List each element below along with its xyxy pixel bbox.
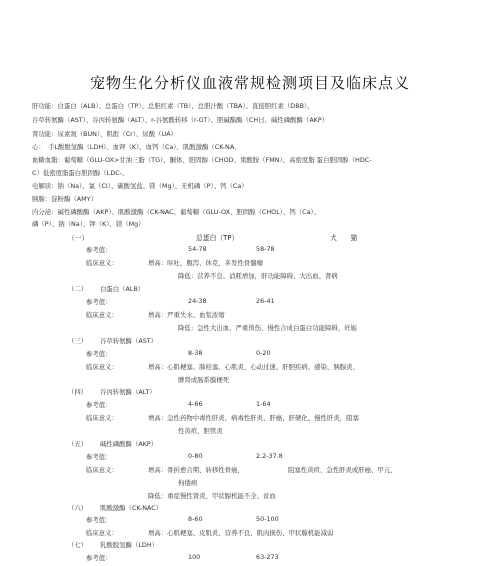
- intro-line-8: 胰腺：淀粉酶（AMY）: [32, 195, 97, 203]
- ref-value-cat-3: 0-20: [256, 349, 271, 357]
- section-5-number: （五）: [68, 440, 88, 448]
- ref-value-dog-4: 4-66: [188, 400, 203, 408]
- ref-label-5: 参考值：: [86, 453, 112, 461]
- intro-line-6: C）低密度脂蛋白胆固醇（LDC-、: [32, 169, 129, 177]
- section-3-number: （三）: [68, 337, 88, 345]
- clinical-increase-4: 增高：急性药物中毒性肝炎、病毒性肝炎、肝癌、肝硬化、慢性肝炎，阻塞: [148, 414, 359, 422]
- section-5-name: 碱性磷酸酶（AKP）: [100, 440, 158, 448]
- ref-value-dog-7: 100: [188, 553, 201, 561]
- clinical-increase-3: 增高：心肌梗塞、肺栓塞、心肌炎、心动过速、肝胆疾病、感染、胰腺炎、: [148, 363, 359, 371]
- ref-label-2: 参考值：: [86, 298, 112, 306]
- clinical-decrease-5: 降低：重症慢性肾炎、甲状腺机能不全、贫血: [148, 492, 276, 500]
- section-7-number: （七）: [68, 541, 88, 549]
- intro-line-9: 内分泌：碱性磷酸酶（AKP）、肌酸激酶（CK-NAC、葡萄糖（GLU-OX、胆固醇（CHOL）、钙（Ca）、: [32, 208, 321, 216]
- ref-value-cat-5: 2.2-37.8: [256, 452, 283, 460]
- ref-value-dog-3: 8-38: [188, 349, 203, 357]
- section-3-name: 谷草转氨酶（AST）: [100, 337, 158, 345]
- clinical-label-5: 临床意义：: [86, 466, 118, 474]
- clinical-decrease-1: 降低：营养不良、消耗增加，肝功能障碍、大出血、肾病: [178, 272, 338, 280]
- clinical-increase-5b: 阻塞性黄疸、急性肝炎或肝癌、甲亢、: [288, 466, 397, 474]
- clinical-continuation-5: 佝偻病: [178, 479, 198, 487]
- ref-value-dog-6: 8-60: [188, 515, 203, 523]
- clinical-increase-5: 增高：骨折愈合期、转移性骨癌，: [148, 466, 244, 474]
- ref-value-dog-5: 0-80: [188, 452, 203, 460]
- ref-value-cat-1: 58-78: [256, 245, 275, 253]
- clinical-decrease-2: 降低：急性大出血、严重烫伤、慢性合成白蛋白功能障碍、妊娠: [178, 324, 357, 332]
- ref-label-3: 参考值：: [86, 350, 112, 358]
- ref-label-1: 参考值：: [86, 246, 112, 254]
- intro-line-10: 磷（P）、钠（Na）、钾（K）、镁（Mg）: [32, 220, 145, 228]
- section-1-number: （一）: [68, 234, 89, 242]
- section-1-name: 总蛋白（TP）: [196, 234, 239, 242]
- clinical-increase-6: 增高：心肌梗塞、皮肌炎、营养不良、肌肉损伤、甲状腺机能减弱: [148, 529, 334, 537]
- clinical-label-3: 临床意义：: [86, 363, 118, 371]
- clinical-increase-2: 增高：严重失水、血浆浓缩: [148, 311, 225, 319]
- clinical-label-4: 临床意义：: [86, 414, 118, 422]
- clinical-continuation-3: 脾肾或肠系膜梗死: [178, 376, 230, 384]
- section-7-name: 乳酸脱氢酶（LDH）: [100, 541, 159, 549]
- section-2-name: 白蛋白（ALB）: [100, 285, 145, 293]
- section-4-name: 谷丙转氨酶（ALT）: [100, 388, 156, 396]
- ref-value-cat-6: 50-100: [256, 515, 279, 523]
- ref-value-dog-2: 24-38: [188, 297, 207, 305]
- ref-label-6: 参考值：: [86, 516, 112, 524]
- ref-value-dog-1: 54-78: [188, 245, 207, 253]
- ref-label-4: 参考值：: [86, 401, 112, 409]
- intro-line-1: 肝功能：白蛋白（ALB）、总蛋白（TP）、总胆红素（TB）、总胆汁酸（TBA）、直接胆红素（DBB）、: [32, 102, 314, 110]
- clinical-label-6: 临床意义：: [86, 529, 118, 537]
- clinical-label-1: 临床意义：: [86, 259, 118, 267]
- intro-line-2: 谷草转氨酶（AST）、谷丙转氨酶（ALT）、r-谷氨酰转移（r-GT）、胆碱酯酶（CH日、碱性磷酸酶（AKP）: [32, 116, 329, 124]
- document-title: 宠物生化分析仪血液常规检测项目及临床点义: [89, 74, 410, 92]
- ref-label-7: 参考值：: [86, 554, 112, 562]
- intro-line-7: 电解质：钠（Na）、氯（Cl）、碳酸氢盐、镁（Mg）、无机磷（P）、钙（Ca）: [32, 182, 248, 190]
- section-2-number: （二）: [68, 285, 88, 293]
- ref-value-cat-4: 1-64: [256, 400, 271, 408]
- ref-value-cat-7: 63-273: [256, 553, 279, 561]
- clinical-continuation-4: 性黄疸、胆管炎: [178, 427, 223, 435]
- species-header: 犬 猫: [330, 234, 358, 242]
- intro-line-3: 肾功能：尿素氮（BUN）、肌酊（Cr）、尿酸（UA）: [32, 130, 178, 138]
- ref-value-cat-2: 26-41: [256, 297, 275, 305]
- intro-line-4: 心： 手L酸脱氢酶（LDH）、血钾（K）、血钙（Ca）、肌酸激酶（CK-NA、: [32, 143, 241, 151]
- section-4-number: （四）: [68, 388, 88, 396]
- section-6-number: （六）: [68, 504, 88, 512]
- intro-line-5: 血糖血脂：葡萄糖（GLU-OX>甘油三脂（TG）、酮体、胆固醇（CHOD、果酸胺（FMN）、高密度脂 蛋白胆固醇（HDC-: [32, 156, 372, 164]
- clinical-label-2: 临床意义：: [86, 311, 118, 319]
- clinical-increase-1: 增高：呕吐，腹泻、休克，多发性骨髓瘤: [148, 259, 264, 267]
- section-6-name: 肌酸激酶（CK-NAC）: [100, 504, 163, 512]
